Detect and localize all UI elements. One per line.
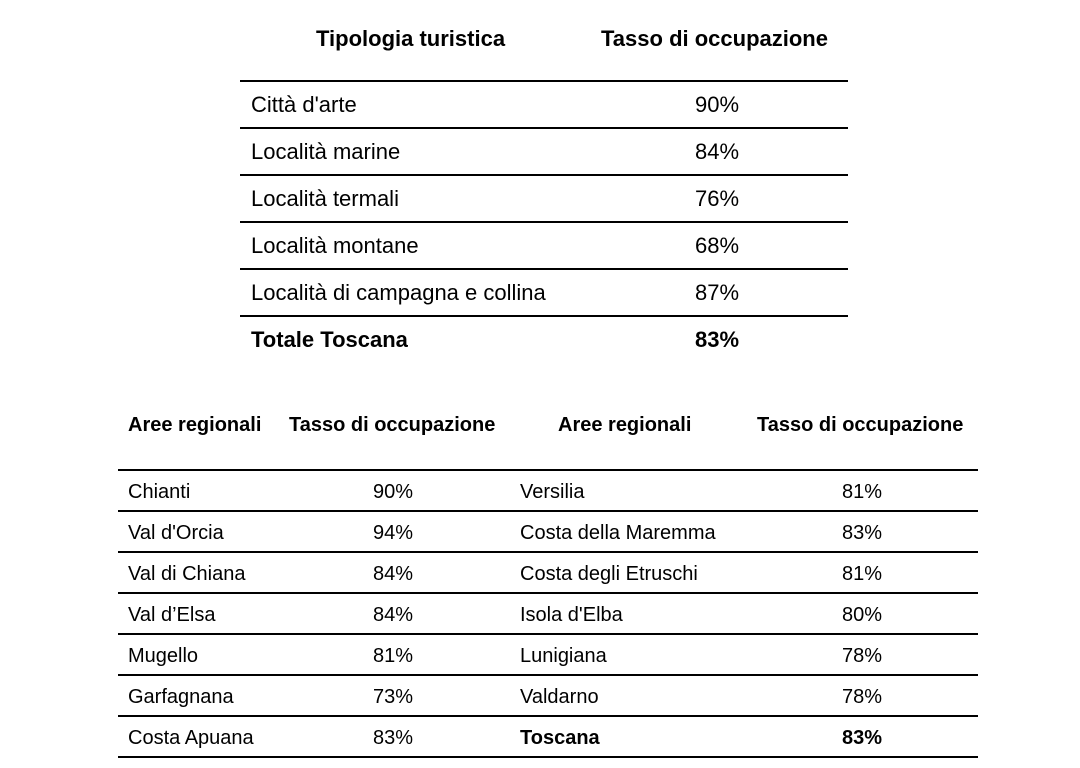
area-name: Val d'Orcia	[128, 522, 224, 544]
header-tasso-1: Tasso di occupazione	[289, 414, 496, 436]
tipologia-table-header	[240, 0, 848, 82]
table-row	[118, 471, 978, 512]
row-name: Città d'arte	[251, 92, 357, 117]
table-row	[240, 270, 848, 317]
area-name: Garfagnana	[128, 686, 234, 708]
area-value: 94%	[373, 522, 414, 544]
aree-table	[118, 414, 978, 758]
header-aree-2: Aree regionali	[558, 414, 692, 436]
total-row	[240, 317, 848, 365]
table-row	[118, 553, 978, 594]
area-value: 81%	[842, 481, 883, 503]
area-value: 84%	[373, 563, 414, 585]
row-name: Località marine	[251, 139, 401, 164]
row-value: 90%	[695, 92, 740, 117]
table-row	[118, 717, 978, 758]
area-name: Val d’Elsa	[128, 604, 216, 626]
row-name: Località montane	[251, 233, 419, 258]
table-row	[240, 176, 848, 223]
row-value: 84%	[695, 139, 740, 164]
area-value: 83%	[373, 727, 414, 749]
area-value: 90%	[373, 481, 414, 503]
row-value: 87%	[695, 280, 740, 305]
aree-table-header	[118, 414, 978, 471]
row-name: Località termali	[251, 186, 399, 211]
area-name: Costa della Maremma	[520, 522, 716, 544]
header-tasso-2: Tasso di occupazione	[757, 414, 964, 436]
table-row	[240, 82, 848, 129]
area-value: 81%	[842, 563, 883, 585]
table-row	[118, 512, 978, 553]
total-name: Totale Toscana	[251, 327, 408, 352]
area-name: Val di Chiana	[128, 563, 246, 585]
area-value: 81%	[373, 645, 414, 667]
area-name: Costa degli Etruschi	[520, 563, 698, 585]
area-value: 84%	[373, 604, 414, 626]
header-aree-1: Aree regionali	[128, 414, 262, 436]
row-value: 68%	[695, 233, 740, 258]
total-value: 83%	[695, 327, 740, 352]
tipologia-table	[240, 0, 848, 365]
row-value: 76%	[695, 186, 740, 211]
total-area-value: 83%	[842, 727, 883, 749]
table-row	[118, 635, 978, 676]
area-value: 78%	[842, 686, 883, 708]
total-area-name: Toscana	[520, 727, 600, 749]
area-name: Versilia	[520, 481, 585, 503]
area-name: Costa Apuana	[128, 727, 254, 749]
area-name: Valdarno	[520, 686, 599, 708]
header-tasso: Tasso di occupazione	[601, 26, 828, 51]
table-row	[240, 223, 848, 270]
area-name: Isola d'Elba	[520, 604, 623, 626]
table-row	[118, 594, 978, 635]
table-row	[118, 676, 978, 717]
area-value: 78%	[842, 645, 883, 667]
area-value: 80%	[842, 604, 883, 626]
area-value: 73%	[373, 686, 414, 708]
area-name: Chianti	[128, 481, 191, 503]
row-name: Località di campagna e collina	[251, 280, 546, 305]
header-tipologia: Tipologia turistica	[316, 26, 506, 51]
area-name: Mugello	[128, 645, 199, 667]
area-value: 83%	[842, 522, 883, 544]
table-row	[240, 129, 848, 176]
area-name: Lunigiana	[520, 645, 607, 667]
